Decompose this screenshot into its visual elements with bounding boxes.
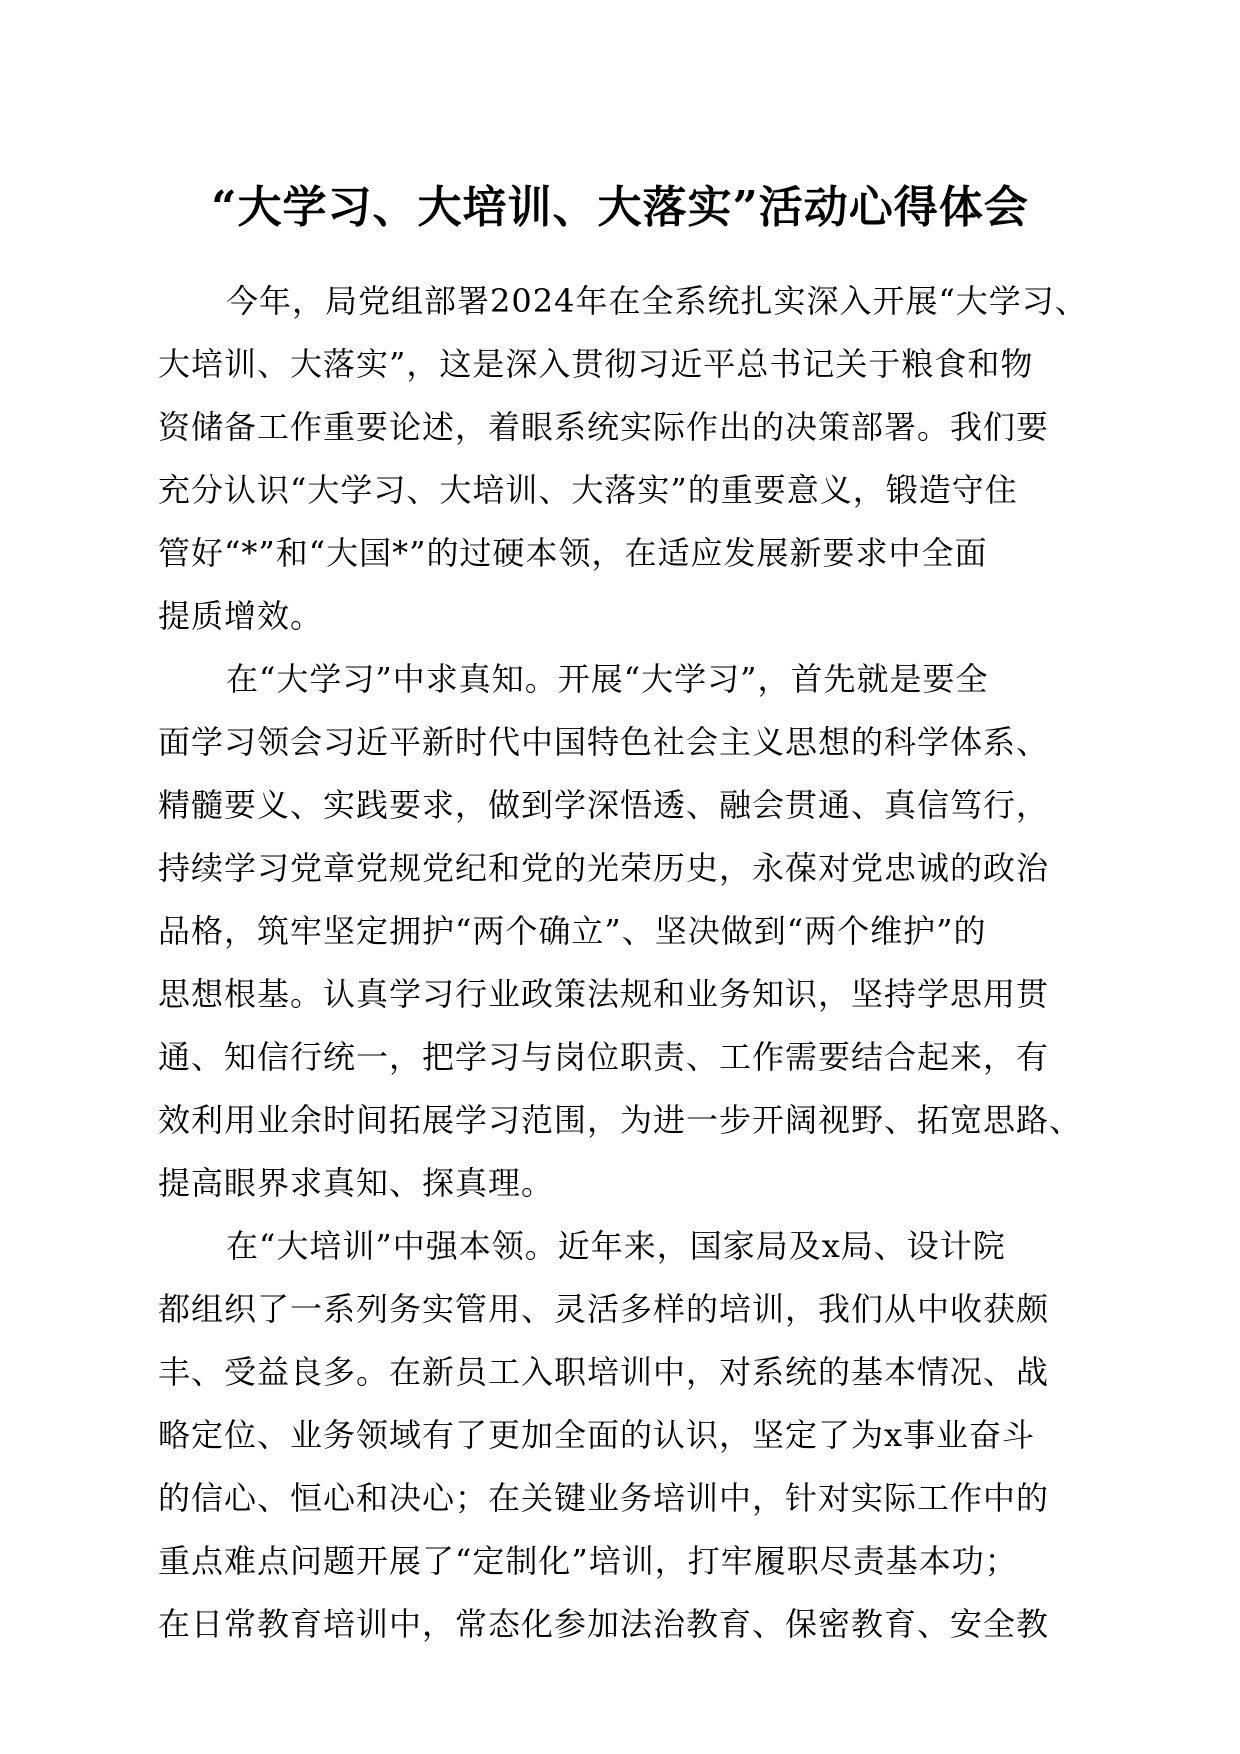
paragraph-1-line-4: 充分认识“大学习、大培训、大落实”的重要意义，锻造守住	[158, 471, 1018, 509]
paragraph-2-line-8: 效利用业余时间拓展学习范围，为进一步开阔视野、拓宽思路、	[158, 1101, 1083, 1139]
paragraph-2-line-1: 在“大学习”中求真知。开展“大学习”，首先就是要全	[226, 660, 989, 698]
paragraph-3-line-2: 都组织了一系列务实管用、灵活多样的培训，我们从中收获颇	[158, 1290, 1050, 1328]
paragraph-3-line-5: 的信心、恒心和决心；在关键业务培训中，针对实际工作中的	[158, 1479, 1050, 1517]
document-title: “大学习、大培训、大落实”活动心得体会	[211, 182, 1029, 233]
paragraph-2-line-9: 提高眼界求真知、探真理。	[158, 1164, 555, 1202]
paragraph-3-line-6: 重点难点问题开展了“定制化”培训，打牢履职尽责基本功；	[158, 1542, 1018, 1580]
paragraph-3-line-7: 在日常教育培训中，常态化参加法治教育、保密教育、安全教	[158, 1605, 1050, 1643]
paragraph-3-line-1: 在“大培训”中强本领。近年来，国家局及x局、设计院	[226, 1227, 1006, 1265]
paragraph-1-line-3: 资储备工作重要论述，着眼系统实际作出的决策部署。我们要	[158, 408, 1050, 446]
paragraph-2-line-4: 持续学习党章党规党纪和党的光荣历史，永葆对党忠诚的政治	[158, 849, 1050, 887]
paragraph-2-line-7: 通、知信行统一，把学习与岗位职责、工作需要结合起来，有	[158, 1038, 1050, 1076]
paragraph-3-line-3: 丰、受益良多。在新员工入职培训中，对系统的基本情况、战	[158, 1353, 1050, 1391]
paragraph-3-line-4: 略定位、业务领域有了更加全面的认识，坚定了为x事业奋斗	[158, 1416, 1036, 1454]
paragraph-2-line-5: 品格，筑牢坚定拥护“两个确立”、坚决做到“两个维护”的	[158, 912, 987, 950]
paragraph-1-line-5: 管好“*”和“大国*”的过硬本领，在适应发展新要求中全面	[158, 534, 988, 572]
paragraph-1-line-2: 大培训、大落实”，这是深入贯彻习近平总书记关于粮食和物	[158, 345, 1034, 383]
paragraph-1-line-1: 今年，局党组部署2024年在全系统扎实深入开展“大学习、	[226, 282, 1088, 320]
paragraph-2-line-2: 面学习领会习近平新时代中国特色社会主义思想的科学体系、	[158, 723, 1050, 761]
document-body	[158, 270, 1088, 1656]
paragraph-1-line-6: 提质增效。	[158, 597, 324, 635]
paragraph-2-line-3: 精髓要义、实践要求，做到学深悟透、融会贯通、真信笃行，	[158, 786, 1050, 824]
paragraph-2-line-6: 思想根基。认真学习行业政策法规和业务知识，坚持学思用贯	[158, 975, 1050, 1013]
